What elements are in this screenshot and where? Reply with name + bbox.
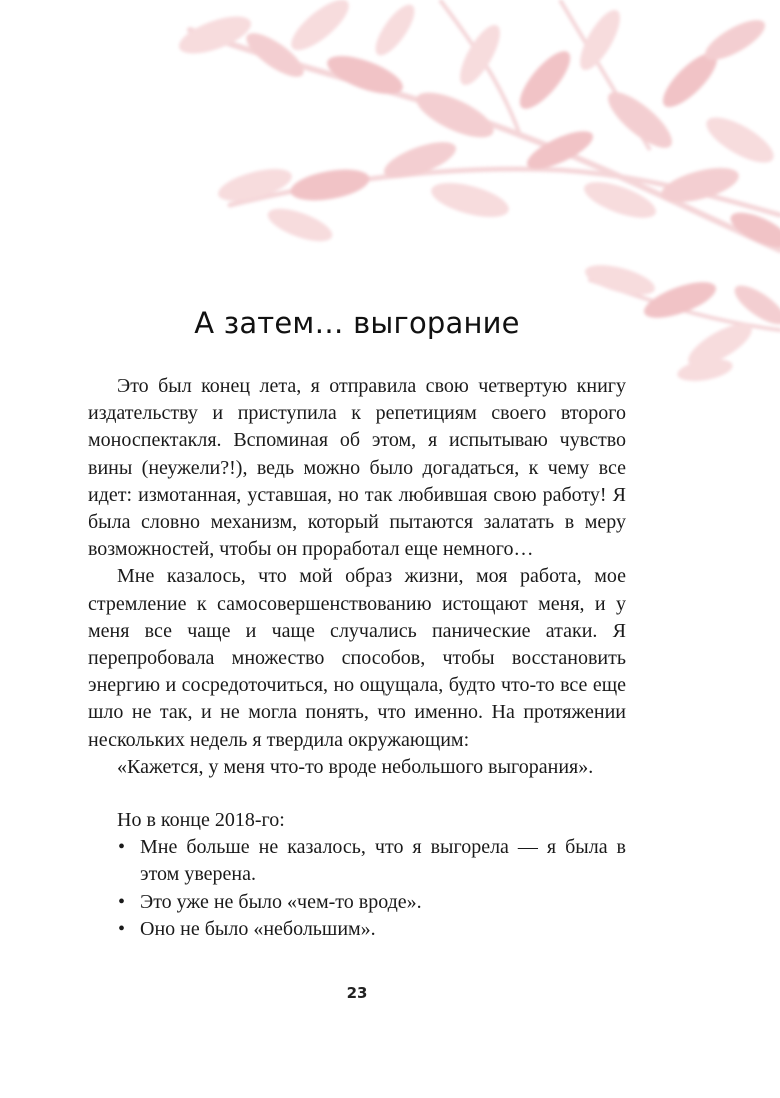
quote-paragraph: «Кажется, у меня что-то вроде небольшого выгорания». xyxy=(117,755,594,778)
body-text xyxy=(88,373,626,943)
bullet-item xyxy=(88,916,626,943)
bullet-text: Это уже не было «чем-то вроде». xyxy=(140,890,422,913)
bullet-list xyxy=(88,834,626,943)
bullet-icon: • xyxy=(118,836,126,859)
bullet-item xyxy=(88,834,626,888)
bullet-item xyxy=(88,889,626,916)
bullet-text: Оно не было «небольшим». xyxy=(140,917,376,940)
bullet-text: Мне больше не казалось, что я выгорела — я была в этом уверена. xyxy=(140,836,626,886)
chapter-title: А затем… выгорание xyxy=(194,306,520,340)
paragraph: Это был конец лета, я отправила свою четвертую книгу издательству и приступила к репетициям своего второго моноспектакля. Вспоминая об этом, я испытываю чувство вины (неужели?!), ведь можно было догадаться, к чему все идет: измотанная, уставшая, но так любившая свою работу! Я была словно механизм, который пытаются залатать в меру возможностей, чтобы он проработал еще немного… xyxy=(88,375,626,561)
bullet-icon: • xyxy=(118,917,126,940)
bullet-icon: • xyxy=(118,890,126,913)
page-number: 23 xyxy=(346,984,368,1002)
paragraph: Мне казалось, что мой образ жизни, моя работа, мое стремление к самосовершенствованию истощают меня, и у меня все чаще и чаще случались панические атаки. Я перепробовала множество способов, чтобы восстановить энергию и сосредоточиться, но ощущала, будто что-то все еще шло не так, и не могла понять, что именно. На протяжении нескольких недель я твердила окружающим: xyxy=(88,565,626,751)
bullet-intro: Но в конце 2018-го: xyxy=(117,809,285,832)
watercolor-branch-decoration xyxy=(0,0,780,400)
